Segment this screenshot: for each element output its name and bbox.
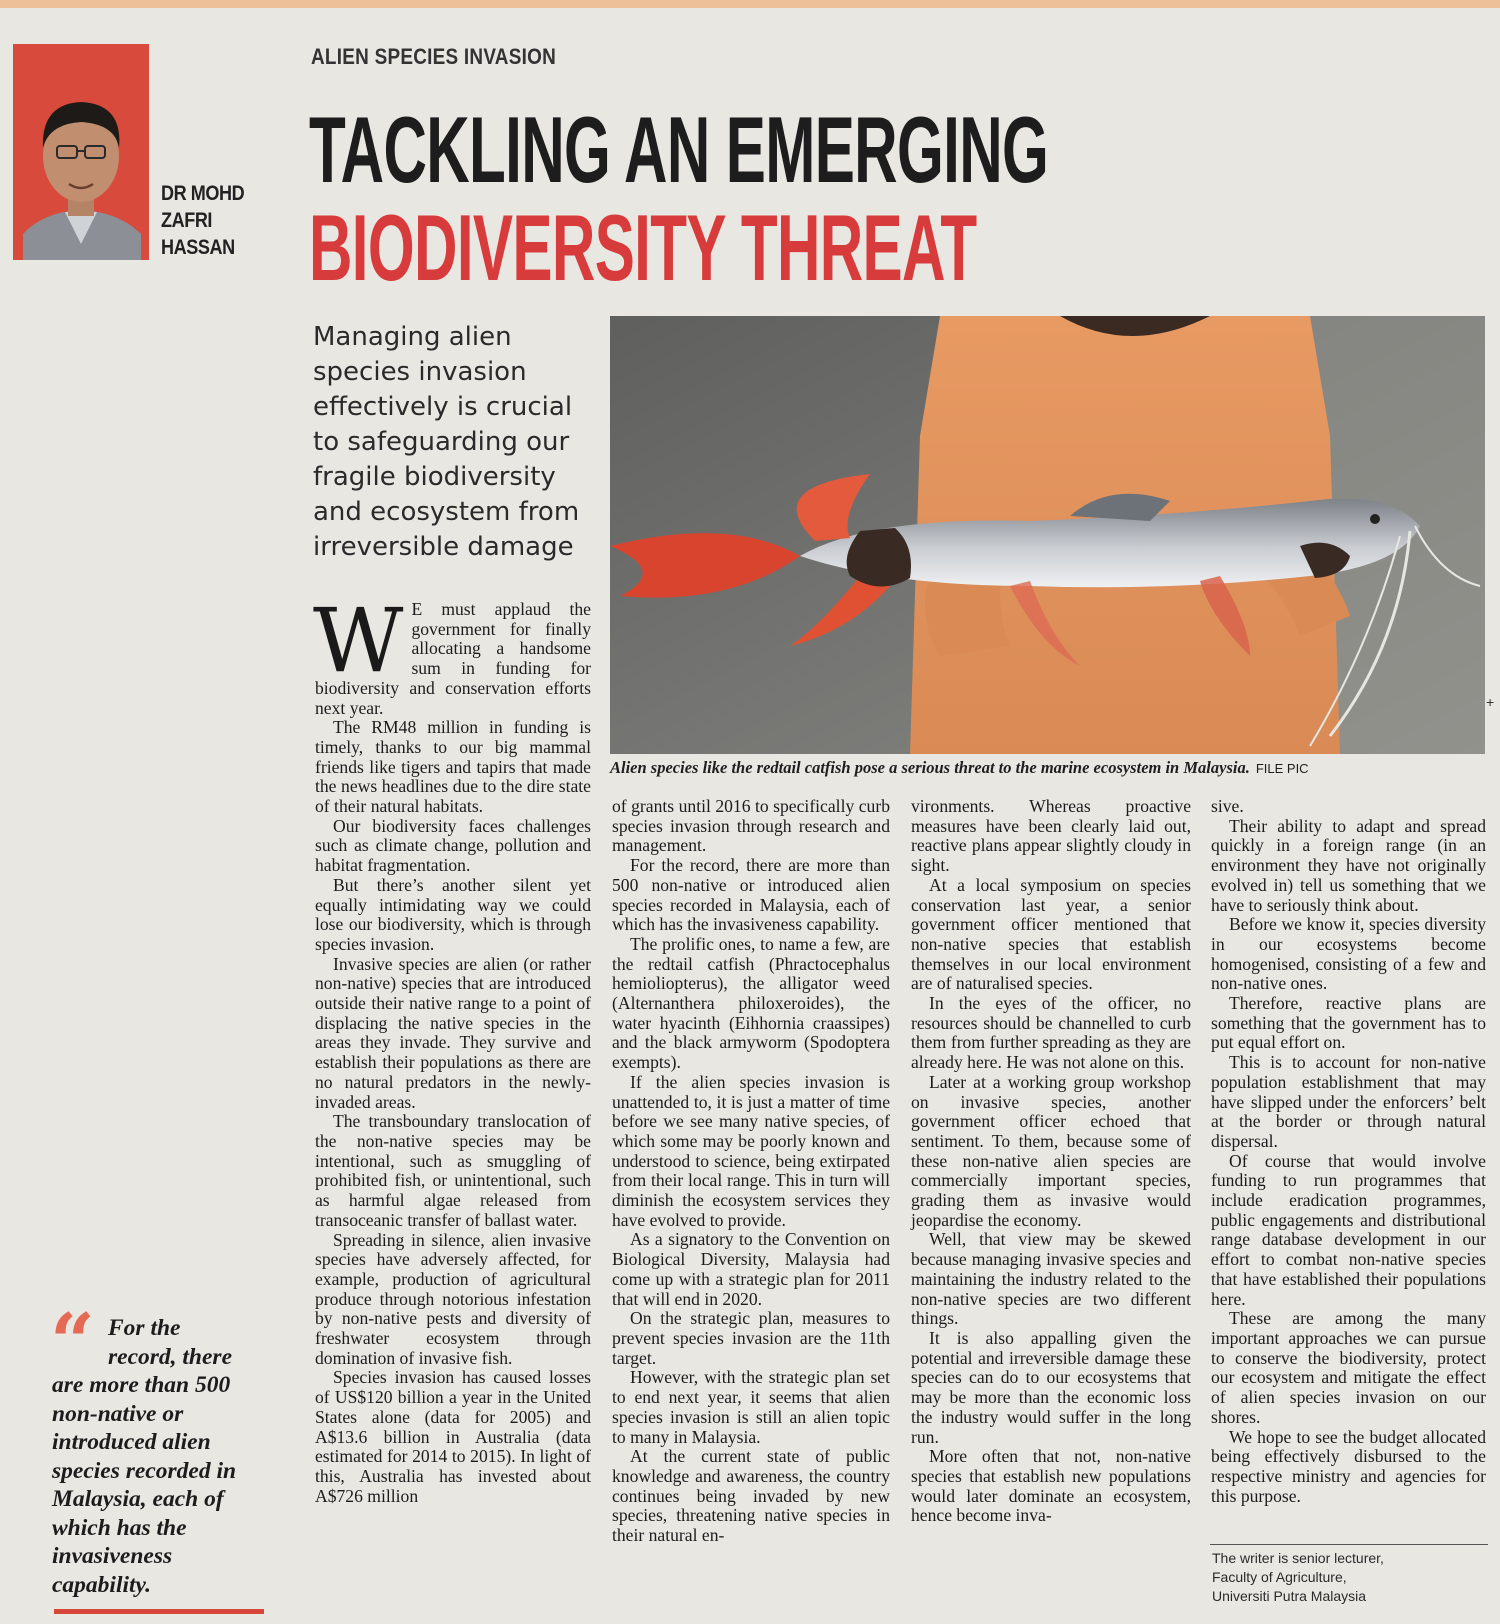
standfirst-line: fragile biodiversity (313, 462, 556, 492)
paragraph: Therefore, reactive plans are something that the government has to put equal effort on. (1211, 993, 1486, 1053)
author-name-line2: ZAFRI (161, 209, 213, 232)
bio-line: Faculty of Agriculture, (1212, 1569, 1347, 1585)
paragraph: These are among the many important approaches we can pursue to conserve the biodiversity, protect our ecosystem and mitigate the effect of alien species invasion on our shores. (1211, 1308, 1486, 1427)
paragraph: sive. (1211, 796, 1244, 816)
standfirst-line: Managing alien (313, 322, 512, 352)
paragraph: For the record, there are more than 500 non-native or introduced alien species recorded in Malaysia, each of which has the invasiveness capability. (612, 855, 890, 935)
article-column-3 (911, 797, 1191, 1526)
bio-line: The writer is senior lecturer, (1212, 1550, 1384, 1566)
bio-line: Universiti Putra Malaysia (1212, 1588, 1367, 1604)
caption-text: Alien species like the redtail catfish pose a serious threat to the marine ecosystem in Malaysia. (610, 758, 1250, 777)
paragraph: Their ability to adapt and spread quickly in a foreign range (in an environment they have not originally evolved in) tell us something that we have to seriously think about. (1211, 815, 1486, 915)
pull-quote-line: invasiveness (52, 1543, 173, 1569)
headline-line2: BIODIVERSITY THREAT (309, 195, 977, 300)
author-name-line3: HASSAN (161, 236, 235, 259)
drop-cap: W (313, 589, 404, 692)
hero-photo (610, 316, 1485, 754)
author-portrait (13, 44, 149, 260)
pull-quote-line: For the (108, 1315, 181, 1341)
paragraph: The transboundary translocation of the non-native species may be intentional, such as smuggling of prohibited fish, or unintentional, such as harmful algae released from transoceanic transfer of ballast water. (315, 1111, 591, 1230)
paragraph: This is to account for non-native population establishment that may have slipped under the enforcers’ belt at the border or through natural dispersal. (1211, 1052, 1486, 1151)
author-portrait-illustration (13, 44, 149, 260)
pull-quote-line: introduced alien (52, 1429, 211, 1455)
standfirst-line: irreversible damage (313, 532, 574, 562)
paragraph: At the current state of public knowledge and awareness, the country continues being invaded by new species, threatening native species in their natural en- (612, 1446, 890, 1546)
paragraph: It is also appalling given the potential and irreversible damage these species can do to our ecosystems that may be more than the economic loss the industry would suffer in the long run. (911, 1327, 1191, 1447)
standfirst (313, 320, 603, 565)
paragraph: Later at a working group workshop on invasive species, another government officer echoed that sentiment. To them, because some of these non-native alien species are commercially important species, grading them as invasive would jeopardise the economy. (911, 1071, 1191, 1230)
paragraph: Spreading in silence, alien invasive species have adversely affected, for example, production of agricultural produce through notorious infestation by non-native pests and diversity of freshwater ecosystem through domination of invasive fish. (315, 1229, 591, 1368)
pull-quote-line: Malaysia, each of (52, 1486, 224, 1512)
author-bio (1212, 1549, 1384, 1606)
page-top-strip (0, 0, 1500, 8)
standfirst-line: to safeguarding our (313, 427, 570, 457)
pull-quote-line: record, there (108, 1343, 233, 1370)
paragraph: More often that not, non-native species that establish new populations would later dominate an ecosystem, hence become inva- (911, 1446, 1191, 1526)
pull-quote (50, 1297, 272, 1599)
paragraph: Invasive species are alien (or rather non-native) species that are introduced outside their native range to a point of displacing the native species in the areas they invade. They survive and establish their populations as there are no natural predators in the newly-invaded areas. (315, 953, 591, 1112)
bio-divider (1210, 1544, 1488, 1545)
paragraph: Our biodiversity faces challenges such as climate change, pollution and habitat fragmentation. (315, 815, 591, 876)
pull-quote-rule (54, 1609, 264, 1614)
paragraph: On the strategic plan, measures to prevent species invasion are the 11th target. (612, 1308, 890, 1368)
paragraph: In the eyes of the officer, no resources should be channelled to curb them from further spreading as they are already here. He was not alone on this. (911, 993, 1191, 1073)
standfirst-line: effectively is crucial (313, 392, 573, 422)
paragraph: The prolific ones, to name a few, are the redtail catfish (Phractocephalus hemioliopterus), the alligator weed (Alternanthera philoxeroides), the water hyacinth (Eihhornia craassipes) and the black armyworm (Spodoptera exempts). (612, 933, 890, 1073)
article-lead-paragraph (313, 589, 591, 718)
headline-line1: TACKLING AN EMERGING (309, 97, 1049, 202)
paragraph: Before we know it, species diversity in our ecosystems become homogenised, consisting of a few and non-native ones. (1211, 914, 1486, 994)
paragraph: of grants until 2016 to specifically curb species invasion through research and management. (612, 796, 890, 856)
paragraph: vironments. Whereas proactive measures have been clearly laid out, reactive plans appear slightly cloudy in sight. (911, 796, 1191, 876)
photo-caption (610, 758, 1490, 778)
article-column-4 (1211, 797, 1486, 1506)
plus-mark: + (1486, 694, 1495, 710)
paragraph: Well, that view may be skewed because managing invasive species and maintaining the industry related to the non-native species are two different things. (911, 1229, 1191, 1329)
paragraph: However, with the strategic plan set to end next year, it seems that alien species invasion is still an alien topic to many in Malaysia. (612, 1367, 890, 1447)
standfirst-line: and ecosystem from (313, 497, 580, 527)
catfish-photo-illustration (610, 316, 1485, 754)
paragraph: As a signatory to the Convention on Biological Diversity, Malaysia had come up with a strategic plan for 2011 that will end in 2020. (612, 1229, 890, 1309)
paragraph-text: E must applaud the government for finally allocating a handsome sum in funding for biodiversity and conservation efforts next year. (315, 599, 591, 718)
paragraph: At a local symposium on species conservation last year, a senior government officer mentioned that non-native species that establish themselves in our local environment are of naturalised species. (911, 874, 1191, 994)
paragraph: Of course that would involve funding to run programmes that include eradication programmes, public engagements and distributional range database development in our effort to combat non-native species that have established their populations here. (1211, 1150, 1486, 1309)
paragraph: If the alien species invasion is unattended to, it is just a matter of time before we see many native species, of which some may be poorly known and understood to science, being extirpated from their local range. This in turn will diminish the ecosystem services they have evolved to provide. (612, 1071, 890, 1230)
author-byline (161, 180, 244, 261)
pull-quote-line: capability. (52, 1571, 151, 1598)
paragraph: The RM48 million in funding is timely, thanks to our big mammal friends like tigers and tapirs that made the news headlines due to the dire state of their natural habitats. (315, 717, 591, 817)
paragraph: Species invasion has caused losses of US$120 billion a year in the United States alone (data for 2005) and A$13.6 billion in Australia (data estimated for 2014 to 2015). In light of this, Australia has invested about A$726 million (315, 1367, 591, 1506)
section-kicker: ALIEN SPECIES INVASION (311, 44, 557, 69)
article-column-2 (612, 797, 890, 1546)
pull-quote-line: non-native or (52, 1400, 184, 1427)
paragraph: We hope to see the budget allocated being effectively disbursed to the respective ministry and agencies for this purpose. (1211, 1426, 1486, 1506)
article-column-1 (313, 589, 591, 1506)
pull-quote-line: species recorded in (52, 1457, 237, 1484)
quote-mark-icon: “ (50, 1297, 95, 1388)
standfirst-line: species invasion (313, 357, 527, 387)
pull-quote-line: which has the (52, 1514, 187, 1541)
paragraph: But there’s another silent yet equally intimidating way we could lose our biodiversity, which is through species invasion. (315, 874, 591, 954)
pull-quote-line: are more than 500 (52, 1372, 231, 1398)
author-name-line1: DR MOHD (161, 182, 245, 205)
photo-credit: FILE PIC (1255, 761, 1309, 776)
